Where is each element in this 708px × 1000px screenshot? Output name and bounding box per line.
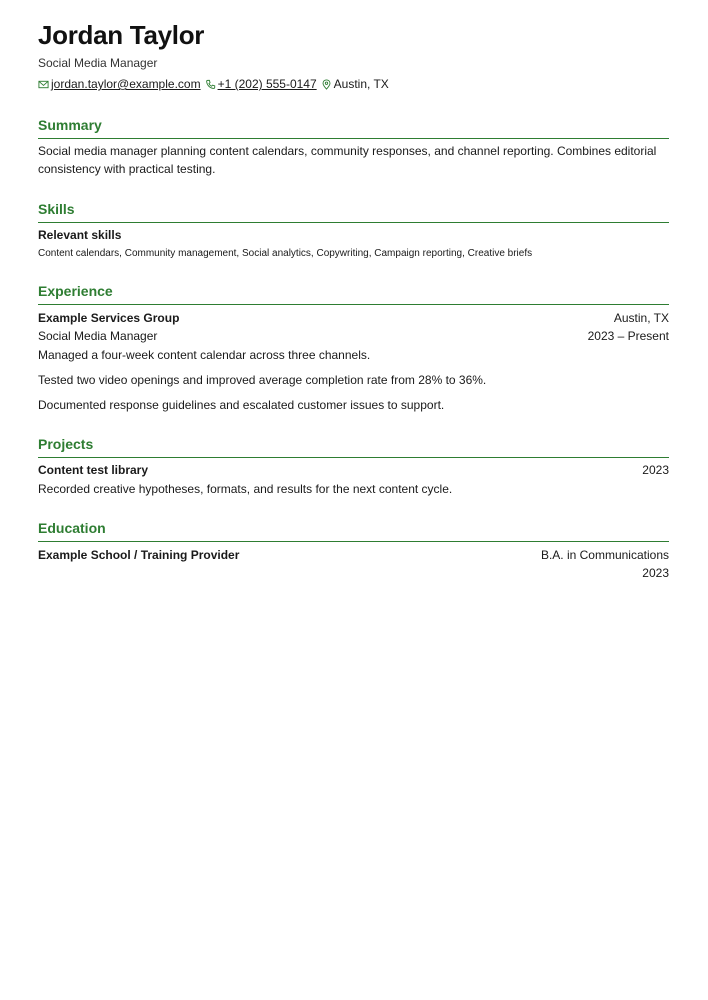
- project-year: 2023: [642, 463, 669, 477]
- location-text: Austin, TX: [333, 77, 389, 91]
- summary-text: Social media manager planning content calendars, community responses, and channel reporting. Combines editorial consistency with practical testing.: [38, 144, 657, 176]
- phone-icon: [205, 79, 216, 90]
- education-heading: Education: [38, 520, 106, 536]
- email-link[interactable]: jordan.taylor@example.com: [51, 77, 201, 91]
- summary-heading: Summary: [38, 117, 102, 133]
- education-degree: B.A. in Communications: [540, 548, 669, 562]
- candidate-headline: Social Media Manager: [38, 56, 158, 70]
- location-pin-icon: [321, 79, 332, 90]
- experience-heading: Experience: [38, 283, 113, 299]
- skills-group-label: Relevant skills: [38, 228, 122, 242]
- contact-line: [38, 77, 393, 91]
- mail-icon: [38, 79, 49, 90]
- skills-list: Content calendars, Community management, Social analytics, Copywriting, Campaign reporting, Creative briefs: [38, 248, 533, 259]
- experience-dates: 2023 – Present: [587, 329, 669, 343]
- project-name: Content test library: [38, 463, 149, 477]
- education-year: 2023: [642, 566, 669, 580]
- project-description: Recorded creative hypotheses, formats, and results for the next content cycle.: [38, 482, 453, 496]
- experience-location: Austin, TX: [613, 311, 669, 325]
- candidate-name: Jordan Taylor: [38, 20, 205, 50]
- experience-bullet-2: Tested two video openings and improved average completion rate from 28% to 36%.: [38, 373, 487, 387]
- education-school: Example School / Training Provider: [38, 548, 240, 562]
- experience-bullet-3: Documented response guidelines and escalated customer issues to support.: [38, 398, 445, 412]
- projects-heading: Projects: [38, 436, 94, 452]
- contact-email[interactable]: [38, 77, 201, 91]
- education-divider: [38, 541, 669, 542]
- contact-location: [321, 77, 389, 91]
- projects-divider: [38, 457, 669, 458]
- skills-divider: [38, 222, 669, 223]
- summary-divider: [38, 138, 669, 139]
- experience-divider: [38, 304, 669, 305]
- skills-heading: Skills: [38, 201, 75, 217]
- experience-bullet-1: Managed a four-week content calendar across three channels.: [38, 348, 371, 362]
- contact-phone[interactable]: [205, 77, 317, 91]
- experience-role: Social Media Manager: [38, 329, 158, 343]
- phone-link[interactable]: +1 (202) 555-0147: [217, 77, 317, 91]
- experience-company: Example Services Group: [38, 311, 180, 325]
